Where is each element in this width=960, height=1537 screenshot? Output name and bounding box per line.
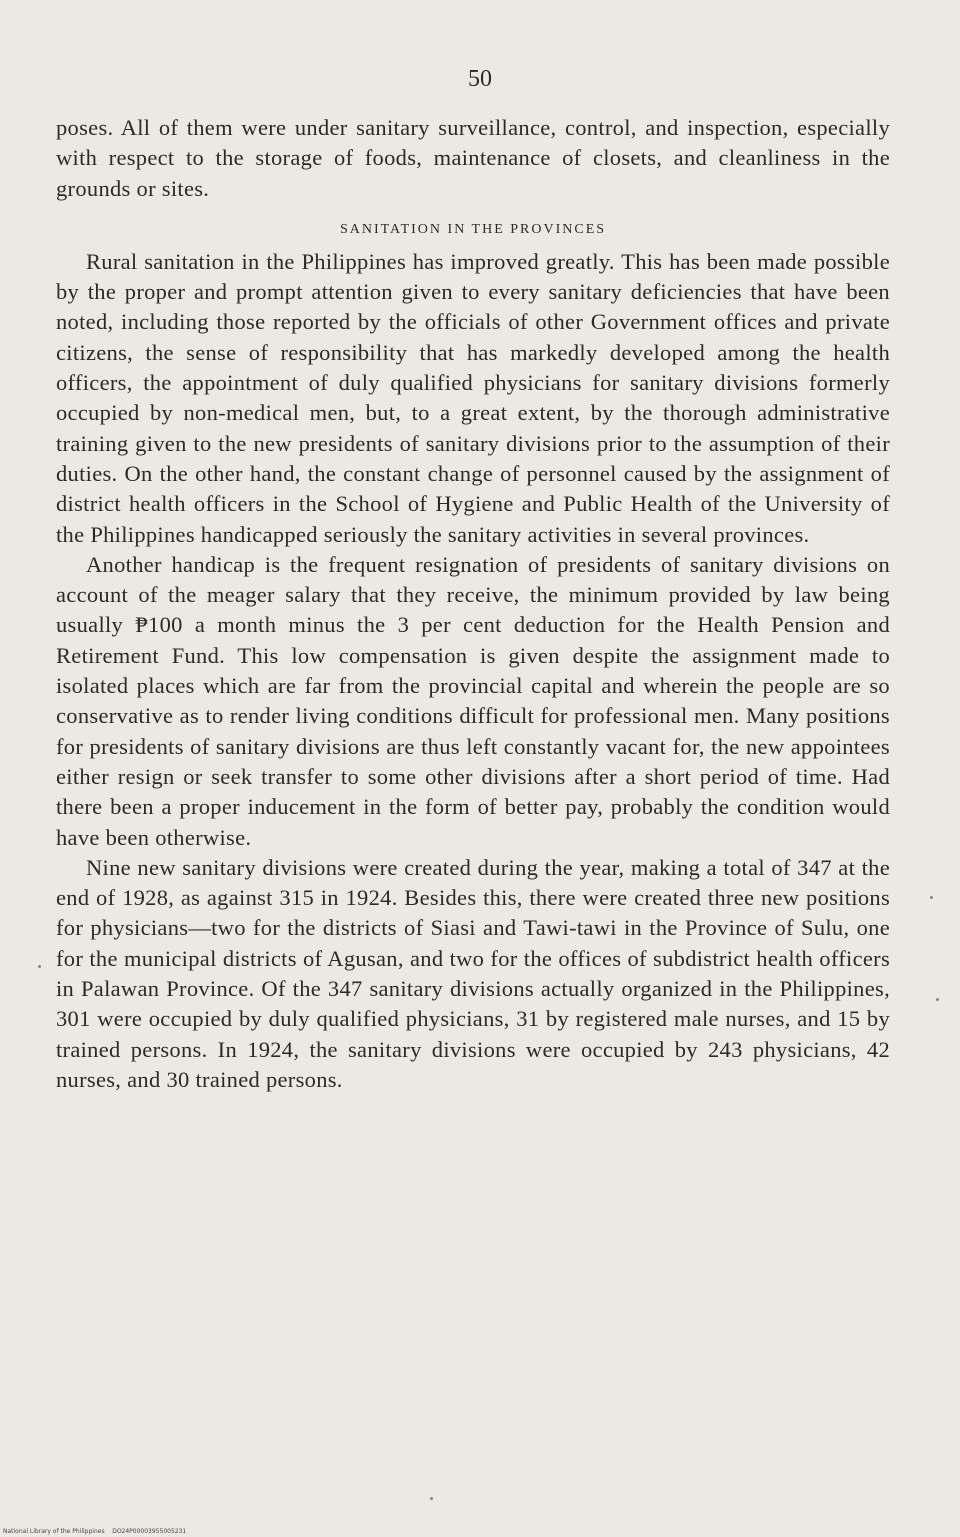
scan-speck xyxy=(430,1497,433,1500)
scan-speck xyxy=(936,998,939,1001)
scan-speck xyxy=(38,965,41,968)
section-heading: SANITATION IN THE PROVINCES xyxy=(339,221,607,237)
library-credit: National Library of the Philippines DO24P00003955005231 xyxy=(3,1528,187,1535)
body-paragraph: Another handicap is the frequent resignation of presidents of sanitary divisions on account of the meager salary that they receive, the minimum provided by law being usually ₱100 a month minus the 3 per cent deduction for the Health Pension and Retirement Fund. This low compensation is given despite the assignment made to isolated places which are far from the provincial capital and wherein the people are so conservative as to render living conditions difficult for professional men. Many positions for presidents of sanitary divisions are thus left constantly vacant for, the new appointees either resign or seek transfer to some other divisions after a short period of time. Had there been a proper inducement in the form of better pay, probably the condition would have been otherwise. xyxy=(56,551,890,850)
page-number: 50 xyxy=(468,66,492,92)
intro-paragraph: poses. All of them were under sanitary surveillance, control, and inspection, especially with respect to the storage of foods, maintenance of closets, and cleanliness in the grounds or sites. xyxy=(56,115,890,201)
body-paragraph: Nine new sanitary divisions were created during the year, making a total of 347 at the end of 1928, as against 315 in 1924. Besides this, there were created three new positions for physicians—two for the districts of Siasi and Tawi-tawi in the Province of Sulu, one for the municipal districts of Agusan, and two for the offices of subdistrict health officers in Palawan Province. Of the 347 sanitary divisions actually organized in the Philippines, 301 were occupied by duly qualified physicians, 31 by registered male nurses, and 15 by trained persons. In 1924, the sanitary divisions were occupied by 243 physicians, 42 nurses, and 30 trained persons. xyxy=(56,854,890,1092)
scan-speck xyxy=(930,896,933,899)
text-column xyxy=(56,113,890,1095)
body-paragraph: Rural sanitation in the Philippines has improved greatly. This has been made possible by the proper and prompt attention given to every sanitary deficiencies that have been noted, including those reported by the officials of other Government offices and private citizens, the sense of responsibility that has markedly developed among the health officers, the appointment of duly qualified physicians for sanitary divisions formerly occupied by non-medical men, but, to a great extent, by the thorough administrative training given to the new presidents of sanitary divisions prior to the assumption of their duties. On the other hand, the constant change of personnel caused by the assignment of district health officers in the School of Hygiene and Public Health of the University of the Philippines handicapped seriously the sanitary activities in several provinces. xyxy=(56,248,890,547)
